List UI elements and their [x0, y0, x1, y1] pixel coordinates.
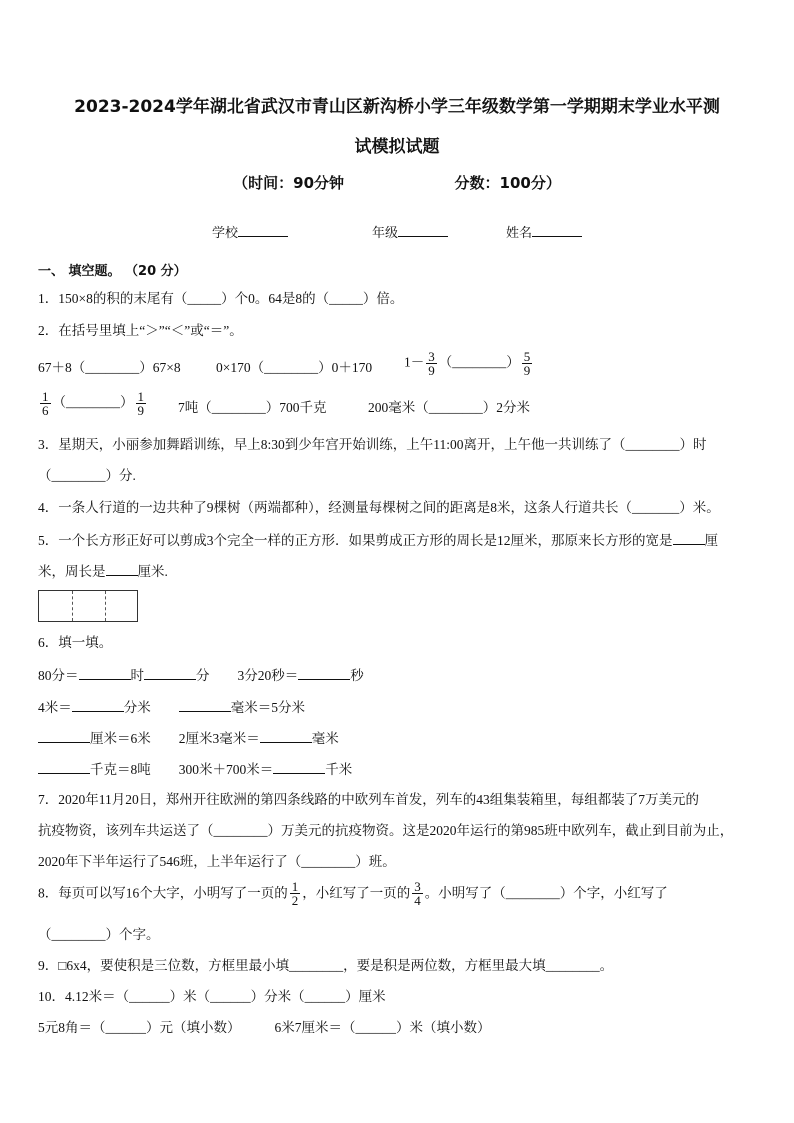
- answer-blank[interactable]: [179, 697, 231, 712]
- answer-blank[interactable]: [144, 665, 196, 680]
- question-3-line-1: 3．星期天，小丽参加舞蹈训练，早上8:30到少年宫开始训练，上午11:00离开，上午他一共训练了（________）时: [38, 437, 707, 452]
- question-10-line-1: 10．4.12米＝（______）米（______）分米（______）厘米: [38, 989, 386, 1004]
- exam-info: [0, 172, 794, 193]
- name-blank[interactable]: [532, 224, 582, 237]
- question-6-row-1: 80分＝ 时 分 3分20秒＝ 秒: [38, 665, 364, 685]
- question-10-line-2: 5元8角＝（______）元（填小数） 6米7厘米＝（______）米（填小数）: [38, 1020, 491, 1035]
- fraction: $\frac{1}{9}$: [137, 389, 144, 418]
- grade-label: 年级: [372, 225, 399, 240]
- exam-title-line2: 试模拟试题: [354, 137, 440, 157]
- fraction: $\frac{1}{6}$: [42, 389, 49, 418]
- section-heading: 一、 填空题。 （20 分）: [38, 264, 187, 279]
- exam-score: 分数：100分）: [454, 174, 561, 192]
- dashed-divider: [72, 591, 73, 621]
- question-7-line-2: 抗疫物资，该列车共运送了（________）万美元的抗疫物资。这是2020年运行的第985班中欧列车，截止到目前为止，: [38, 823, 734, 838]
- question-6: 6．填一填。: [38, 635, 113, 650]
- question-1: 1．150×8的积的末尾有（_____）个0。64是8的（_____）倍。: [38, 291, 404, 306]
- question-6-row-4: 千克＝8吨 300米＋700米＝ 千米: [38, 759, 352, 779]
- answer-blank[interactable]: [79, 665, 131, 680]
- question-7-line-1: 7．2020年11月20日，郑州开往欧洲的第四条线路的中欧列车首发，列车的43组集装箱里，每组都装了7万美元的: [38, 792, 699, 807]
- fraction: $\frac{1}{2}$: [291, 879, 299, 908]
- fraction: $\frac{5}{9}$: [523, 349, 531, 378]
- rectangle-diagram: [38, 590, 138, 622]
- answer-blank[interactable]: [106, 561, 138, 576]
- answer-blank[interactable]: [38, 759, 90, 774]
- question-4: 4．一条人行道的一边共种了9棵树（两端都种），经测量每棵树之间的距离是8米，这条人行道共长（_______）米。: [38, 500, 720, 515]
- q2-compare-e: 7吨（________）700千克: [178, 400, 327, 415]
- question-7-line-3: 2020年下半年运行了546班，上半年运行了（________）班。: [38, 854, 396, 869]
- answer-blank[interactable]: [72, 697, 124, 712]
- question-5-line-1: 5．一个长方形正好可以剪成3个完全一样的正方形．如果剪成正方形的周长是12厘米，那原来长方形的宽是 厘: [38, 530, 718, 550]
- exam-time: （时间：90分钟: [233, 174, 345, 192]
- school-field[interactable]: [212, 222, 288, 241]
- question-8-line-1: 8．每页可以写16个大字，小明写了一页的 $\frac{1}{2}$ ，小红写了一页的 $\frac{3}{4}$ 。小明写了（________）个字，小红写了: [38, 879, 668, 908]
- answer-blank[interactable]: [298, 665, 350, 680]
- question-6-row-2: 4米＝ 分米 毫米＝5分米: [38, 697, 305, 717]
- question-6-row-3: 厘米＝6米 2厘米3毫米＝ 毫米: [38, 728, 339, 748]
- grade-blank[interactable]: [398, 224, 448, 237]
- question-3-line-2: （________）分.: [38, 468, 136, 483]
- question-2: 2．在括号里填上“＞”“＜”或“＝”。: [38, 323, 243, 338]
- fraction: $\frac{3}{4}$: [414, 879, 421, 908]
- grade-field[interactable]: [372, 222, 448, 241]
- dashed-divider: [105, 591, 106, 621]
- exam-title-line1: 2023-2024学年湖北省武汉市青山区新沟桥小学三年级数学第一学期期末学业水平测: [74, 97, 720, 117]
- question-9: 9．□6x4，要使积是三位数，方框里最小填________，要是积是两位数，方框里最大填________。: [38, 958, 614, 973]
- school-label: 学校: [212, 225, 239, 240]
- q2-compare-b: 0×170（________）0＋170: [216, 360, 373, 375]
- q2-compare-f: 200毫米（________）2分米: [368, 400, 530, 415]
- school-blank[interactable]: [238, 224, 288, 237]
- q2-compare-a: 67＋8（________）67×8: [38, 360, 181, 375]
- answer-blank[interactable]: [260, 728, 312, 743]
- question-8-line-2: （________）个字。: [38, 927, 160, 942]
- answer-blank[interactable]: [673, 530, 705, 545]
- name-field[interactable]: [506, 222, 582, 241]
- fraction: $\frac{3}{9}$: [428, 349, 435, 378]
- q2-compare-d: $\frac{1}{6}$ （________） $\frac{1}{9}$: [42, 389, 144, 418]
- answer-blank[interactable]: [273, 759, 325, 774]
- answer-blank[interactable]: [38, 728, 90, 743]
- q2-compare-c: 1－ $\frac{3}{9}$ （________） $\frac{5}{9}$: [404, 349, 531, 378]
- question-5-line-2: 米，周长是 厘米.: [38, 561, 168, 581]
- name-label: 姓名: [506, 225, 533, 240]
